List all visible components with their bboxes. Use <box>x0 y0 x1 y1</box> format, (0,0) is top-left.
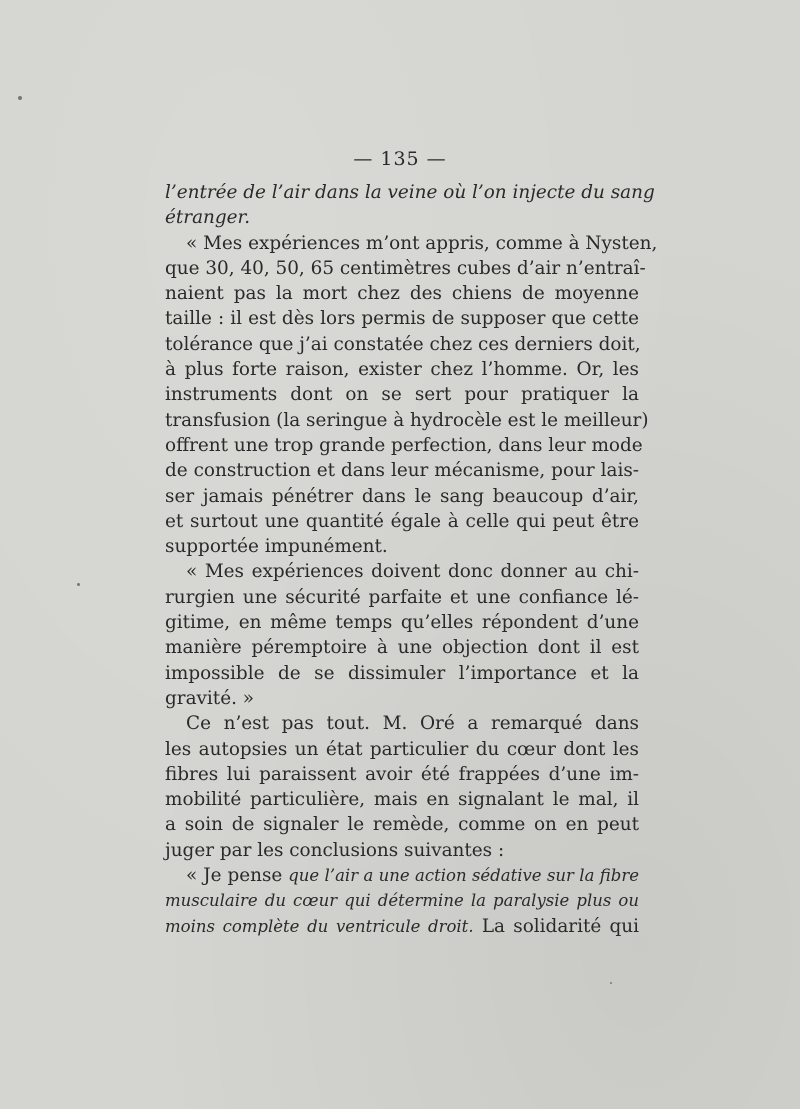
text-segment: gravité. » <box>165 687 255 709</box>
paper-speck <box>18 96 22 100</box>
text-line <box>165 509 639 534</box>
text-line <box>165 205 639 230</box>
text-line <box>165 458 639 483</box>
text-segment: ser jamais pénétrer dans le sang beaucoup d’air, <box>165 485 639 507</box>
text-segment: mobilité particulière, mais en signalant le mal, il <box>165 789 639 811</box>
text-line <box>165 787 639 812</box>
text-line <box>165 711 639 736</box>
text-line <box>165 382 639 407</box>
text-line <box>165 231 658 256</box>
text-segment: fibres lui paraissent avoir été frappées d’une im- <box>165 763 639 785</box>
text-segment: à plus forte raison, exister chez l’homme. Or, les <box>165 359 639 381</box>
text-line <box>165 433 643 458</box>
text-line <box>165 357 639 382</box>
italic-text: musculaire du cœur qui détermine la paralysie plus ou <box>165 891 639 911</box>
text-segment: juger par les conclusions suivantes : <box>165 839 505 861</box>
italic-text: moins complète du ventricule droit. <box>165 916 474 936</box>
paper-speck <box>610 982 612 984</box>
text-line <box>165 812 639 837</box>
text-line <box>165 306 639 331</box>
text-segment: « Je pense <box>186 865 289 887</box>
text-line <box>165 256 646 281</box>
italic-text: étranger. <box>165 207 251 229</box>
body-text <box>165 180 658 939</box>
text-segment: de construction et dans leur mécanisme, pour lais- <box>165 460 639 482</box>
text-segment: La solidarité qui <box>473 915 640 937</box>
text-segment: et surtout une quantité égale à celle qui peut être <box>165 510 639 532</box>
text-line <box>165 281 639 306</box>
text-line <box>165 914 639 939</box>
text-segment: « Mes expériences m’ont appris, comme à Nysten, <box>186 232 658 254</box>
text-line <box>165 484 639 509</box>
text-segment: rurgien une sécurité parfaite et une confiance lé- <box>165 586 639 608</box>
text-line <box>165 762 639 787</box>
text-segment: tolérance que j’ai constatée chez ces derniers doit, <box>165 333 641 355</box>
text-segment: les autopsies un état particulier du cœur dont les <box>165 738 639 760</box>
text-segment: « Mes expériences doivent donc donner au chi- <box>186 561 639 583</box>
text-line <box>165 737 639 762</box>
text-line <box>165 408 649 433</box>
text-segment: que 30, 40, 50, 65 centimètres cubes d’air n’entraî- <box>165 257 646 279</box>
text-line <box>165 610 639 635</box>
text-line <box>165 180 655 205</box>
text-line <box>165 585 639 610</box>
paper-speck <box>77 583 80 586</box>
italic-text: que l’air a une action sédative sur la fibre <box>288 866 639 886</box>
text-segment: transfusion (la seringue à hydrocèle est le meilleur) <box>165 409 649 431</box>
text-line <box>165 559 639 584</box>
text-line <box>165 863 639 888</box>
text-segment: supportée impunément. <box>165 536 388 558</box>
text-line <box>165 888 639 913</box>
text-segment: instruments dont on se sert pour pratiquer la <box>165 384 639 406</box>
text-segment: manière péremptoire à une objection dont il est <box>165 637 639 659</box>
text-line <box>165 686 639 711</box>
text-segment: gitime, en même temps qu’elles répondent d’une <box>165 612 639 634</box>
text-line <box>165 332 639 357</box>
text-line <box>165 534 639 559</box>
text-segment: offrent une trop grande perfection, dans leur mode <box>165 434 643 456</box>
text-segment: naient pas la mort chez des chiens de moyenne <box>165 283 639 305</box>
text-segment: a soin de signaler le remède, comme on en peut <box>165 814 639 836</box>
text-line <box>165 838 639 863</box>
text-line <box>165 661 639 686</box>
text-segment: taille : il est dès lors permis de supposer que cette <box>165 308 639 330</box>
page-number: — 135 — <box>353 148 447 170</box>
italic-text: l’entrée de l’air dans la veine où l’on injecte du sang <box>165 182 655 203</box>
text-segment: Ce n’est pas tout. M. Oré a remarqué dans <box>186 713 639 735</box>
text-segment: impossible de se dissimuler l’importance et la <box>165 662 639 684</box>
text-line <box>165 635 639 660</box>
